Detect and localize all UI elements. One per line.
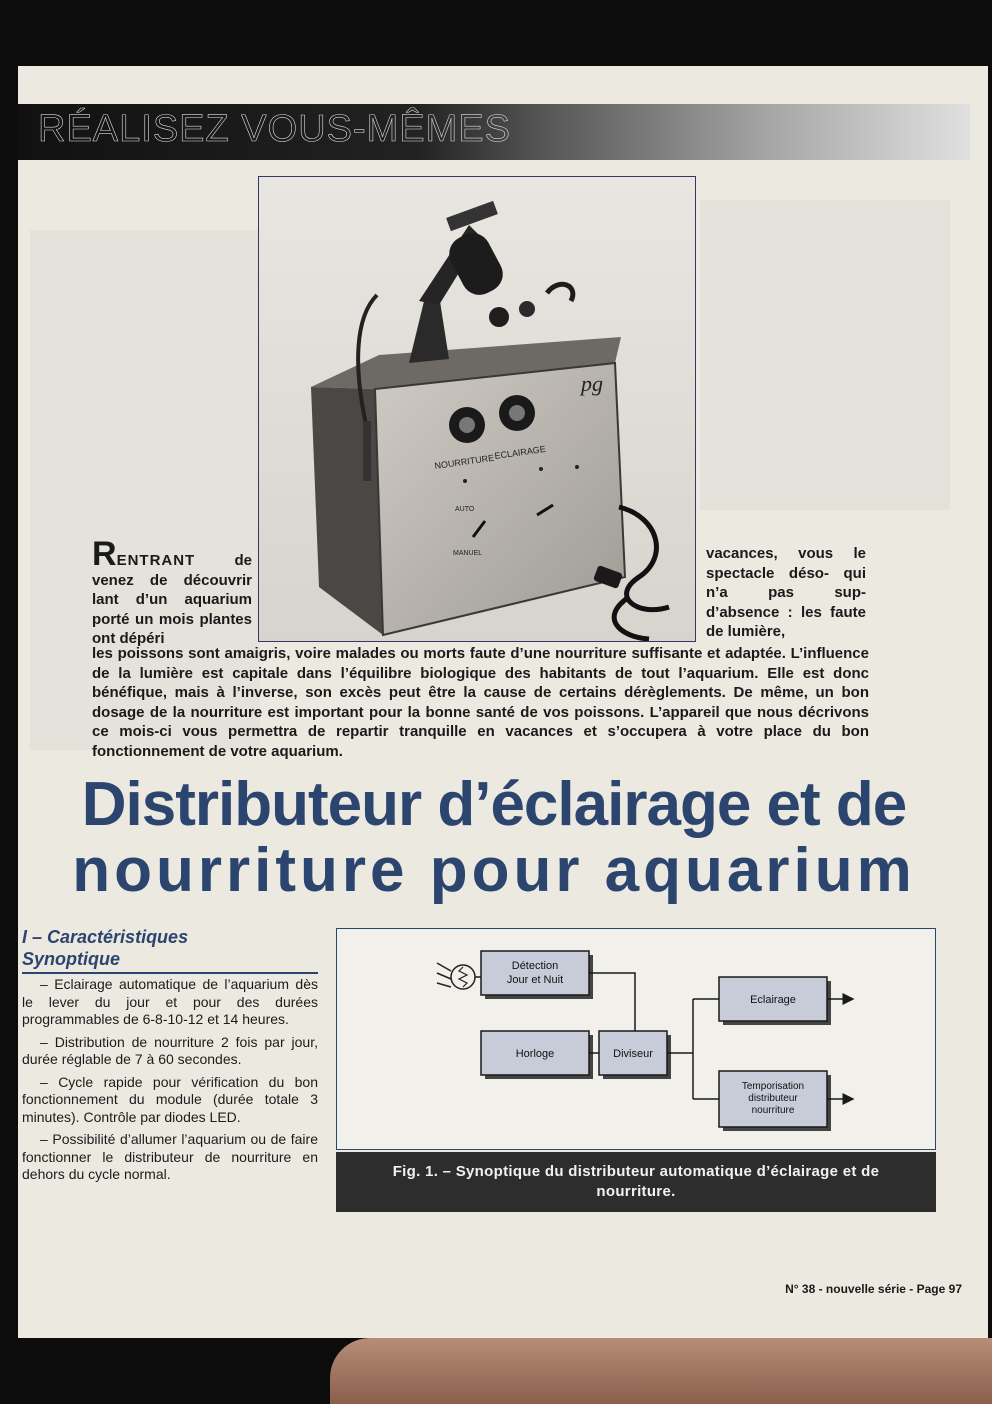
page-footer: N° 38 - nouvelle série - Page 97	[785, 1282, 962, 1296]
section-banner	[18, 104, 970, 160]
article-title	[44, 772, 944, 904]
hand-holding-page	[330, 1338, 992, 1404]
switch-label-auto: AUTO	[455, 506, 475, 513]
section-heading-line1: I – Caractéristiques	[22, 927, 189, 947]
block-diagram	[337, 929, 935, 1149]
intro-left-text: de venez de découvrir lant d’un aquarium porté un mois plantes ont dépéri	[92, 552, 252, 647]
feature-item: – Eclairage automatique de l’aquarium dès le lever du jour et pour des durées programmables de 6-8-10-12 et 14 heures.	[22, 976, 318, 1027]
switch-label-manuel: MANUEL	[453, 550, 483, 557]
block-detection-label: Détection	[511, 960, 559, 972]
block-horloge-label: Horloge	[515, 1048, 555, 1060]
block-eclairage-label: Eclairage	[750, 994, 796, 1006]
intro-paragraph: les poissons sont amaigris, voire malades ou morts faute d’une nourriture suffisante et adaptée. L’influence de la lumière est capitale dans l’équilibre biologique des habitants de tout l’aquarium. Elle est donc bénéfique, mais à l’inverse, son excès peut être la cause de certains dérèglements. De même, un bon dosage de la nourriture est important pour la bonne santé de vos poissons. L’appareil que nous décrivons ce mois-ci vous permettra de repartir tranquille en vacances et s’occupera à votre place du bon fonctionnement de votre aquarium.	[92, 645, 869, 760]
feature-item: – Possibilité d’allumer l’aquarium ou de faire fonctionner le distributeur de nourriture en dehors du cycle normal.	[22, 1131, 318, 1182]
device-illustration	[259, 177, 695, 641]
feature-item: – Distribution de nourriture 2 fois par jour, durée réglable de 7 à 60 secondes.	[22, 1033, 318, 1067]
block-detection-label-2: Jour et Nuit	[506, 974, 564, 986]
block-tempo-label-3: nourriture	[751, 1105, 795, 1116]
show-through	[700, 200, 950, 510]
intro-right-column: vacances, vous le spectacle déso- qui n’a pas sup- d’absence : les faute de lumière,	[706, 545, 866, 640]
intro-caps: ENTRANT	[116, 552, 196, 569]
device-photo	[258, 176, 696, 642]
brand-logo: pg	[581, 371, 603, 396]
synoptic-diagram	[336, 928, 936, 1150]
block-tempo-label-2: distributeur	[748, 1093, 798, 1104]
knob-label-eclairage: ECLAIRAGE	[493, 443, 547, 461]
features-list	[22, 976, 318, 1189]
banner-title: RÉALISEZ VOUS-MÊMES	[38, 108, 511, 150]
drop-cap: R	[92, 535, 117, 573]
figure-caption	[336, 1152, 936, 1212]
article-title-line1: Distributeur d’éclairage et de	[81, 770, 907, 839]
knob-label-nourriture: NOURRITURE	[433, 452, 495, 471]
feature-item: – Cycle rapide pour vérification du bon fonctionnement du module (durée totale 3 minutes). Contrôle par diodes LED.	[22, 1073, 318, 1125]
intro-left-column	[92, 535, 252, 649]
block-diviseur-label: Diviseur	[613, 1048, 653, 1060]
photo-sensor-icon	[437, 963, 475, 989]
block-tempo-label: Temporisation	[741, 1081, 805, 1092]
figure-caption-text: Fig. 1. – Synoptique du distributeur automatique d’éclairage et de nourriture.	[392, 1163, 880, 1200]
article-title-line2: nourriture pour aquarium	[72, 836, 916, 905]
section-heading	[22, 926, 318, 974]
section-heading-line2: Synoptique	[22, 949, 120, 969]
